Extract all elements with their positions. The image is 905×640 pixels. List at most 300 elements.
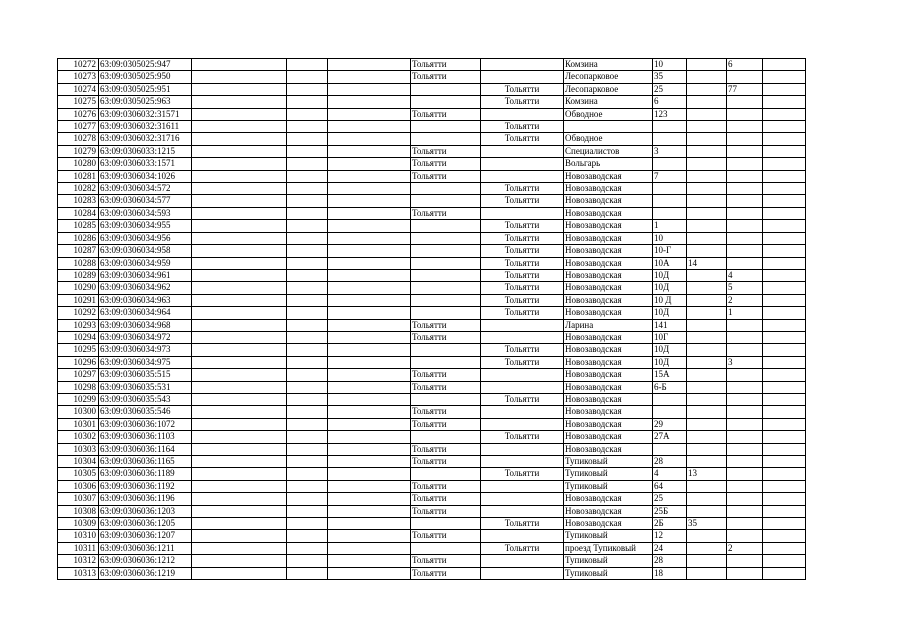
house-number-cell: 27А — [653, 431, 687, 443]
street-cell: Новозаводская — [564, 269, 653, 281]
row-number-cell: 10277 — [58, 121, 99, 133]
cadastral-number-cell: 63:09:0306036:1189 — [99, 468, 192, 480]
empty-cell-d — [763, 195, 806, 207]
apartment-cell — [727, 493, 763, 505]
cadastral-number-cell: 63:09:0306035:531 — [99, 381, 192, 393]
street-cell: проезд Тупиковый — [564, 542, 653, 554]
street-cell: Новозаводская — [564, 207, 653, 219]
empty-cell-c — [328, 257, 411, 269]
empty-cell-d — [763, 294, 806, 306]
row-number-cell: 10273 — [58, 71, 99, 83]
empty-cell-c — [328, 555, 411, 567]
city-cell — [411, 269, 481, 281]
empty-cell-b — [287, 269, 328, 281]
settlement-cell — [481, 170, 564, 182]
street-cell: Тупиковый — [564, 480, 653, 492]
empty-cell-c — [328, 170, 411, 182]
empty-cell-c — [328, 344, 411, 356]
empty-cell-b — [287, 530, 328, 542]
table-body — [58, 59, 806, 580]
building-cell — [687, 530, 727, 542]
apartment-cell — [727, 555, 763, 567]
cadastral-number-cell: 63:09:0306034:963 — [99, 294, 192, 306]
table-row — [58, 331, 806, 343]
empty-cell-a — [192, 183, 287, 195]
empty-cell-c — [328, 406, 411, 418]
empty-cell-a — [192, 530, 287, 542]
city-cell: Тольятти — [411, 158, 481, 170]
apartment-cell — [727, 245, 763, 257]
building-cell — [687, 319, 727, 331]
house-number-cell: 123 — [653, 108, 687, 120]
street-cell: Новозаводская — [564, 183, 653, 195]
empty-cell-d — [763, 356, 806, 368]
settlement-cell: Тольятти — [481, 232, 564, 244]
settlement-cell — [481, 456, 564, 468]
empty-cell-b — [287, 207, 328, 219]
building-cell — [687, 505, 727, 517]
city-cell: Тольятти — [411, 108, 481, 120]
building-cell — [687, 158, 727, 170]
building-cell — [687, 344, 727, 356]
city-cell: Тольятти — [411, 480, 481, 492]
empty-cell-d — [763, 183, 806, 195]
empty-cell-a — [192, 518, 287, 530]
settlement-cell — [481, 555, 564, 567]
street-cell: Новозаводская — [564, 294, 653, 306]
house-number-cell: 10Д — [653, 269, 687, 281]
city-cell: Тольятти — [411, 567, 481, 579]
building-cell — [687, 456, 727, 468]
city-cell: Тольятти — [411, 505, 481, 517]
empty-cell-c — [328, 108, 411, 120]
row-number-cell: 10303 — [58, 443, 99, 455]
empty-cell-a — [192, 220, 287, 232]
city-cell: Тольятти — [411, 369, 481, 381]
settlement-cell — [481, 331, 564, 343]
empty-cell-c — [328, 83, 411, 95]
row-number-cell: 10272 — [58, 59, 99, 71]
street-cell: Новозаводская — [564, 232, 653, 244]
apartment-cell — [727, 108, 763, 120]
street-cell: Тупиковый — [564, 555, 653, 567]
house-number-cell: 35 — [653, 71, 687, 83]
house-number-cell: 10 Д — [653, 294, 687, 306]
settlement-cell: Тольятти — [481, 96, 564, 108]
cadastral-number-cell: 63:09:0306036:1211 — [99, 542, 192, 554]
street-cell: Новозаводская — [564, 431, 653, 443]
cadastral-number-cell: 63:09:0306033:1215 — [99, 145, 192, 157]
street-cell: Обводное — [564, 133, 653, 145]
cadastral-number-cell: 63:09:0306034:577 — [99, 195, 192, 207]
empty-cell-c — [328, 282, 411, 294]
empty-cell-d — [763, 108, 806, 120]
city-cell: Тольятти — [411, 443, 481, 455]
empty-cell-b — [287, 344, 328, 356]
city-cell — [411, 393, 481, 405]
cadastral-number-cell: 63:09:0306036:1165 — [99, 456, 192, 468]
street-cell: Новозаводская — [564, 369, 653, 381]
row-number-cell: 10294 — [58, 331, 99, 343]
city-cell: Тольятти — [411, 530, 481, 542]
empty-cell-c — [328, 530, 411, 542]
city-cell — [411, 356, 481, 368]
row-number-cell: 10308 — [58, 505, 99, 517]
empty-cell-b — [287, 493, 328, 505]
empty-cell-c — [328, 220, 411, 232]
cadastral-number-cell: 63:09:0306036:1203 — [99, 505, 192, 517]
apartment-cell: 3 — [727, 356, 763, 368]
street-cell: Новозаводская — [564, 505, 653, 517]
street-cell — [564, 121, 653, 133]
building-cell: 13 — [687, 468, 727, 480]
cadastral-number-cell: 63:09:0306036:1219 — [99, 567, 192, 579]
table-row — [58, 232, 806, 244]
row-number-cell: 10301 — [58, 418, 99, 430]
apartment-cell — [727, 158, 763, 170]
cadastral-number-cell: 63:09:0306036:1196 — [99, 493, 192, 505]
apartment-cell — [727, 530, 763, 542]
cadastral-number-cell: 63:09:0306036:1192 — [99, 480, 192, 492]
apartment-cell: 77 — [727, 83, 763, 95]
empty-cell-b — [287, 108, 328, 120]
apartment-cell: 6 — [727, 59, 763, 71]
apartment-cell — [727, 170, 763, 182]
house-number-cell: 10А — [653, 257, 687, 269]
empty-cell-a — [192, 170, 287, 182]
empty-cell-a — [192, 344, 287, 356]
cadastral-number-cell: 63:09:0305025:963 — [99, 96, 192, 108]
cadastral-number-cell: 63:09:0306034:962 — [99, 282, 192, 294]
table-row — [58, 133, 806, 145]
table-row — [58, 493, 806, 505]
city-cell: Тольятти — [411, 406, 481, 418]
empty-cell-d — [763, 493, 806, 505]
empty-cell-b — [287, 245, 328, 257]
empty-cell-c — [328, 480, 411, 492]
table-row — [58, 480, 806, 492]
cadastral-number-cell: 63:09:0306034:964 — [99, 307, 192, 319]
city-cell — [411, 133, 481, 145]
row-number-cell: 10279 — [58, 145, 99, 157]
empty-cell-a — [192, 431, 287, 443]
empty-cell-b — [287, 83, 328, 95]
empty-cell-c — [328, 133, 411, 145]
house-number-cell — [653, 207, 687, 219]
apartment-cell — [727, 456, 763, 468]
empty-cell-a — [192, 133, 287, 145]
city-cell: Тольятти — [411, 555, 481, 567]
table-row — [58, 71, 806, 83]
building-cell: 14 — [687, 257, 727, 269]
empty-cell-b — [287, 307, 328, 319]
street-cell: Новозаводская — [564, 443, 653, 455]
empty-cell-d — [763, 431, 806, 443]
cadastral-number-cell: 63:09:0306034:593 — [99, 207, 192, 219]
empty-cell-a — [192, 393, 287, 405]
empty-cell-d — [763, 71, 806, 83]
settlement-cell — [481, 369, 564, 381]
building-cell — [687, 493, 727, 505]
empty-cell-a — [192, 319, 287, 331]
city-cell: Тольятти — [411, 456, 481, 468]
empty-cell-b — [287, 443, 328, 455]
cadastral-number-cell: 63:09:0306036:1205 — [99, 518, 192, 530]
city-cell: Тольятти — [411, 493, 481, 505]
apartment-cell — [727, 121, 763, 133]
row-number-cell: 10284 — [58, 207, 99, 219]
empty-cell-b — [287, 232, 328, 244]
empty-cell-d — [763, 518, 806, 530]
table-row — [58, 59, 806, 71]
settlement-cell: Тольятти — [481, 121, 564, 133]
empty-cell-a — [192, 121, 287, 133]
city-cell — [411, 307, 481, 319]
settlement-cell: Тольятти — [481, 356, 564, 368]
empty-cell-b — [287, 294, 328, 306]
building-cell — [687, 245, 727, 257]
empty-cell-a — [192, 282, 287, 294]
empty-cell-c — [328, 121, 411, 133]
empty-cell-a — [192, 356, 287, 368]
empty-cell-b — [287, 393, 328, 405]
empty-cell-a — [192, 294, 287, 306]
building-cell — [687, 393, 727, 405]
row-number-cell: 10285 — [58, 220, 99, 232]
building-cell — [687, 121, 727, 133]
house-number-cell: 18 — [653, 567, 687, 579]
empty-cell-b — [287, 505, 328, 517]
building-cell — [687, 381, 727, 393]
city-cell — [411, 344, 481, 356]
settlement-cell: Тольятти — [481, 183, 564, 195]
street-cell: Ларина — [564, 319, 653, 331]
building-cell — [687, 183, 727, 195]
empty-cell-a — [192, 257, 287, 269]
settlement-cell — [481, 530, 564, 542]
street-cell: Вольгарь — [564, 158, 653, 170]
settlement-cell — [481, 493, 564, 505]
table-row — [58, 294, 806, 306]
street-cell: Новозаводская — [564, 393, 653, 405]
cadastral-number-cell: 63:09:0306034:968 — [99, 319, 192, 331]
house-number-cell: 6-Б — [653, 381, 687, 393]
empty-cell-d — [763, 456, 806, 468]
cadastral-number-cell: 63:09:0306036:1164 — [99, 443, 192, 455]
city-cell: Тольятти — [411, 170, 481, 182]
table-row — [58, 505, 806, 517]
house-number-cell: 3 — [653, 145, 687, 157]
empty-cell-c — [328, 456, 411, 468]
city-cell — [411, 232, 481, 244]
apartment-cell — [727, 133, 763, 145]
cadastral-number-cell: 63:09:0306034:956 — [99, 232, 192, 244]
settlement-cell: Тольятти — [481, 245, 564, 257]
settlement-cell: Тольятти — [481, 431, 564, 443]
table-row — [58, 431, 806, 443]
empty-cell-a — [192, 406, 287, 418]
street-cell: Новозаводская — [564, 406, 653, 418]
settlement-cell — [481, 59, 564, 71]
city-cell — [411, 257, 481, 269]
house-number-cell: 25 — [653, 83, 687, 95]
cadastral-number-cell: 63:09:0305025:950 — [99, 71, 192, 83]
settlement-cell — [481, 207, 564, 219]
cadastral-number-cell: 63:09:0306034:572 — [99, 183, 192, 195]
building-cell — [687, 59, 727, 71]
city-cell: Тольятти — [411, 145, 481, 157]
street-cell: Новозаводская — [564, 195, 653, 207]
table-row — [58, 220, 806, 232]
row-number-cell: 10280 — [58, 158, 99, 170]
settlement-cell — [481, 505, 564, 517]
empty-cell-a — [192, 96, 287, 108]
city-cell — [411, 282, 481, 294]
street-cell: Тупиковый — [564, 530, 653, 542]
empty-cell-d — [763, 344, 806, 356]
settlement-cell — [481, 418, 564, 430]
settlement-cell — [481, 71, 564, 83]
empty-cell-d — [763, 158, 806, 170]
city-cell: Тольятти — [411, 381, 481, 393]
building-cell — [687, 555, 727, 567]
empty-cell-a — [192, 480, 287, 492]
empty-cell-b — [287, 59, 328, 71]
city-cell — [411, 518, 481, 530]
cadastral-number-cell: 63:09:0306034:1026 — [99, 170, 192, 182]
apartment-cell — [727, 319, 763, 331]
street-cell: Новозаводская — [564, 245, 653, 257]
building-cell — [687, 133, 727, 145]
empty-cell-d — [763, 133, 806, 145]
row-number-cell: 10274 — [58, 83, 99, 95]
empty-cell-d — [763, 418, 806, 430]
house-number-cell: 12 — [653, 530, 687, 542]
empty-cell-a — [192, 71, 287, 83]
city-cell — [411, 220, 481, 232]
cadastral-number-cell: 63:09:0305025:947 — [99, 59, 192, 71]
empty-cell-a — [192, 567, 287, 579]
table-row — [58, 158, 806, 170]
empty-cell-d — [763, 257, 806, 269]
city-cell: Тольятти — [411, 331, 481, 343]
empty-cell-a — [192, 158, 287, 170]
empty-cell-b — [287, 418, 328, 430]
row-number-cell: 10307 — [58, 493, 99, 505]
empty-cell-b — [287, 518, 328, 530]
empty-cell-d — [763, 381, 806, 393]
empty-cell-d — [763, 121, 806, 133]
city-cell — [411, 468, 481, 480]
settlement-cell — [481, 108, 564, 120]
empty-cell-a — [192, 195, 287, 207]
building-cell — [687, 294, 727, 306]
city-cell: Тольятти — [411, 59, 481, 71]
house-number-cell: 6 — [653, 96, 687, 108]
table-row — [58, 393, 806, 405]
empty-cell-b — [287, 145, 328, 157]
empty-cell-d — [763, 307, 806, 319]
apartment-cell: 2 — [727, 294, 763, 306]
settlement-cell: Тольятти — [481, 220, 564, 232]
house-number-cell: 10-Г — [653, 245, 687, 257]
table-row — [58, 567, 806, 579]
empty-cell-c — [328, 493, 411, 505]
settlement-cell: Тольятти — [481, 83, 564, 95]
empty-cell-c — [328, 207, 411, 219]
empty-cell-b — [287, 220, 328, 232]
empty-cell-b — [287, 369, 328, 381]
apartment-cell — [727, 71, 763, 83]
cadastral-number-cell: 63:09:0306034:958 — [99, 245, 192, 257]
settlement-cell: Тольятти — [481, 393, 564, 405]
city-cell: Тольятти — [411, 207, 481, 219]
empty-cell-b — [287, 319, 328, 331]
apartment-cell — [727, 443, 763, 455]
table-row — [58, 319, 806, 331]
cadastral-number-cell: 63:09:0306034:975 — [99, 356, 192, 368]
apartment-cell — [727, 418, 763, 430]
empty-cell-b — [287, 170, 328, 182]
table-row — [58, 518, 806, 530]
row-number-cell: 10287 — [58, 245, 99, 257]
building-cell — [687, 542, 727, 554]
street-cell: Новозаводская — [564, 307, 653, 319]
city-cell: Тольятти — [411, 319, 481, 331]
empty-cell-c — [328, 59, 411, 71]
empty-cell-b — [287, 356, 328, 368]
street-cell: Новозаводская — [564, 344, 653, 356]
table-row — [58, 356, 806, 368]
cadastral-address-table — [57, 58, 806, 580]
building-cell — [687, 282, 727, 294]
building-cell — [687, 369, 727, 381]
empty-cell-c — [328, 71, 411, 83]
apartment-cell — [727, 257, 763, 269]
row-number-cell: 10288 — [58, 257, 99, 269]
cadastral-number-cell: 63:09:0306034:955 — [99, 220, 192, 232]
building-cell — [687, 195, 727, 207]
empty-cell-b — [287, 468, 328, 480]
settlement-cell: Тольятти — [481, 133, 564, 145]
empty-cell-d — [763, 505, 806, 517]
street-cell: Новозаводская — [564, 493, 653, 505]
empty-cell-c — [328, 518, 411, 530]
street-cell: Новозаводская — [564, 518, 653, 530]
empty-cell-b — [287, 71, 328, 83]
table-row — [58, 369, 806, 381]
city-cell — [411, 83, 481, 95]
building-cell — [687, 71, 727, 83]
empty-cell-d — [763, 245, 806, 257]
city-cell: Тольятти — [411, 418, 481, 430]
table-row — [58, 443, 806, 455]
house-number-cell: 64 — [653, 480, 687, 492]
empty-cell-a — [192, 542, 287, 554]
row-number-cell: 10292 — [58, 307, 99, 319]
empty-cell-a — [192, 493, 287, 505]
empty-cell-d — [763, 83, 806, 95]
cadastral-number-cell: 63:09:0306034:972 — [99, 331, 192, 343]
empty-cell-c — [328, 418, 411, 430]
empty-cell-d — [763, 530, 806, 542]
empty-cell-c — [328, 381, 411, 393]
building-cell — [687, 443, 727, 455]
house-number-cell: 10Д — [653, 282, 687, 294]
empty-cell-d — [763, 393, 806, 405]
empty-cell-c — [328, 356, 411, 368]
cadastral-number-cell: 63:09:0306034:973 — [99, 344, 192, 356]
